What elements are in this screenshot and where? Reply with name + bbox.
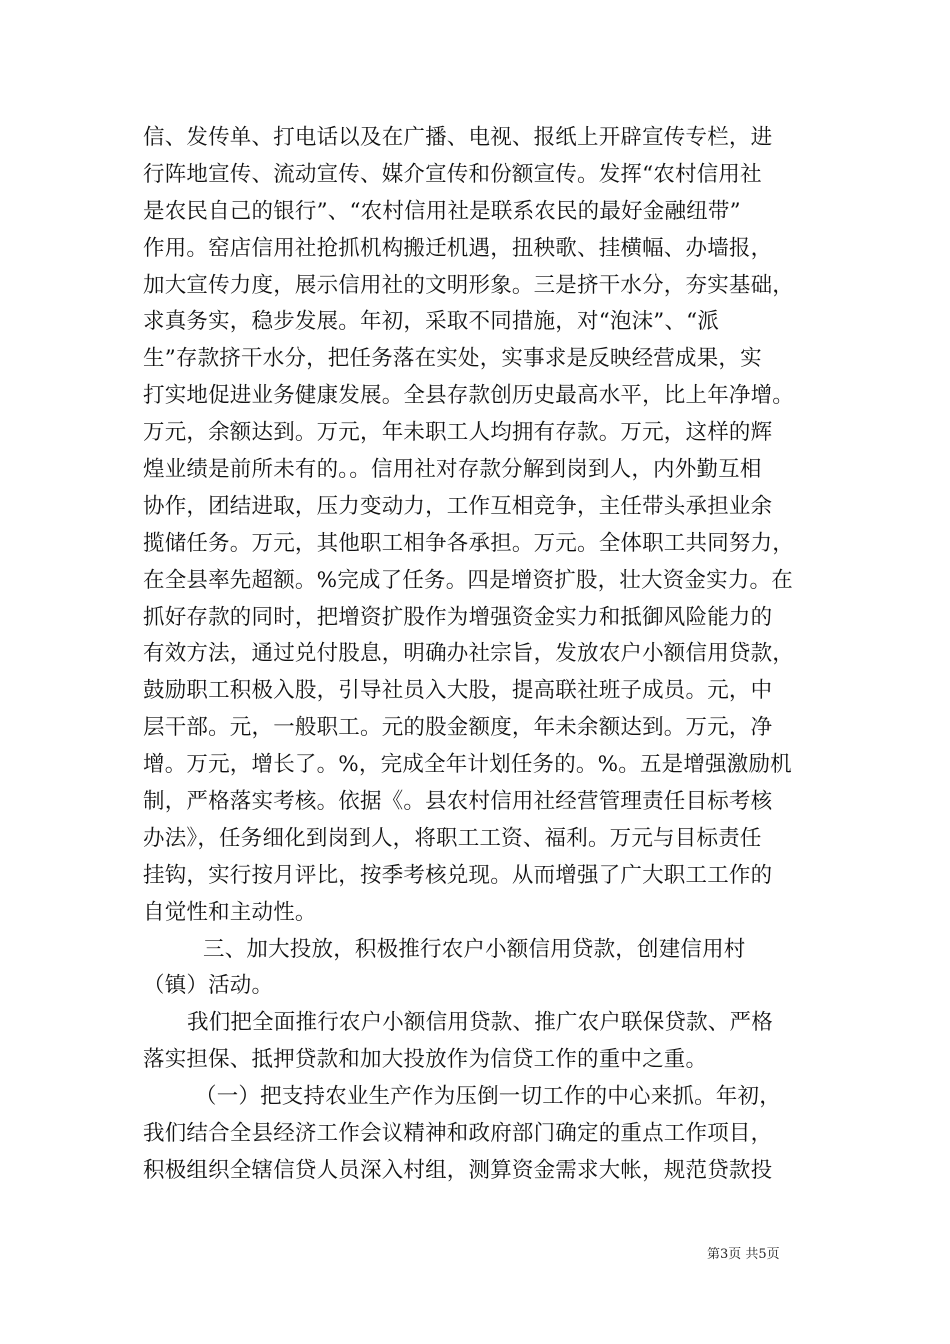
text-line: 信、发传单、打电话以及在广播、电视、报纸上开辟宣传专栏，进 <box>143 125 773 150</box>
text-line: 层干部。元，一般职工。元的股金额度，年未余额达到。万元，净 <box>143 715 773 741</box>
text-line: 煌业绩是前所未有的。。信用社对存款分解到岗到人，内外勤互相 <box>143 457 762 483</box>
section-heading: 三、加大投放，积极推行农户小额信用贷款，创建信用村 <box>203 936 746 962</box>
text-line: 鼓励职工积极入股，引导社员入大股，提高联社班子成员。元，中 <box>143 678 773 704</box>
text-line: 我们把全面推行农户小额信用贷款、推广农户联保贷款、严格 <box>187 1010 773 1036</box>
text-line: 生”存款挤干水分，把任务落在实处，实事求是反映经营成果，实 <box>143 346 762 372</box>
text-line: 我们结合全县经济工作会议精神和政府部门确定的重点工作项目， <box>143 1121 773 1147</box>
body-text <box>143 120 808 1190</box>
text-line: 求真务实，稳步发展。年初，采取不同措施，对“泡沫”、“派 <box>143 309 720 335</box>
text-line: 加大宣传力度，展示信用社的文明形象。三是挤干水分，夯实基础， <box>143 272 795 298</box>
text-line: 有效方法，通过兑付股息，明确办社宗旨，发放农户小额信用贷款， <box>143 641 795 667</box>
page-number: 第3页 共5页 <box>707 1247 780 1262</box>
text-line: 揽储任务。万元，其他职工相争各承担。万元。全体职工共同努力， <box>143 530 795 556</box>
text-line: 增。万元，增长了。%，完成全年计划任务的。%。五是增强激励机 <box>143 752 792 778</box>
text-line: 挂钩，实行按月评比，按季考核兑现。从而增强了广大职工工作的 <box>143 862 773 888</box>
text-line: 打实地促进业务健康发展。全县存款创历史最高水平，比上年净增。 <box>143 383 795 409</box>
text-line: 落实担保、抵押贷款和加大投放作为信贷工作的重中之重。 <box>143 1047 708 1073</box>
text-line: 自觉性和主动性。 <box>143 899 317 925</box>
text-line: 是农民自己的银行”、“农村信用社是联系农民的最好金融纽带” <box>143 198 741 224</box>
text-line: 积极组织全辖信贷人员深入村组，测算资金需求大帐，规范贷款投 <box>143 1157 773 1183</box>
text-line: 协作，团结进取，压力变动力，工作互相竞争，主任带头承担业余 <box>143 493 773 519</box>
text-line: 办法》，任务细化到岗到人，将职工工资、福利。万元与目标责任 <box>143 825 762 851</box>
text-line: 万元，余额达到。万元，年未职工人均拥有存款。万元，这样的辉 <box>143 420 773 446</box>
text-line: 在全县率先超额。%完成了任务。四是增资扩股，壮大资金实力。在 <box>143 567 793 593</box>
text-line: 制，严格落实考核。依据《。县农村信用社经营管理责任目标考核 <box>143 789 773 815</box>
section-heading-continuation: （镇）活动。 <box>143 973 274 999</box>
text-line: 行阵地宣传、流动宣传、媒介宣传和份额宣传。发挥“农村信用社 <box>143 161 762 187</box>
subsection-line: （一）把支持农业生产作为压倒一切工作的中心来抓。年初， <box>195 1084 781 1110</box>
text-line: 作用。窑店信用社抢抓机构搬迁机遇，扭秧歌、挂横幅、办墙报， <box>143 235 773 261</box>
text-line: 抓好存款的同时，把增资扩股作为增强资金实力和抵御风险能力的 <box>143 604 773 630</box>
